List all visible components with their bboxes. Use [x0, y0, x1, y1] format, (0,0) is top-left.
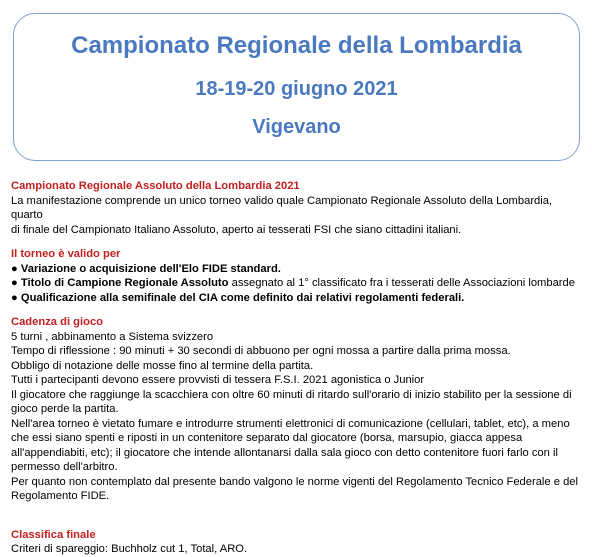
event-dates: 18-19-20 giugno 2021 — [195, 78, 398, 100]
validity-item: ● Titolo di Campione Regionale Assoluto assegnato al 1° classificato fra i tesserati delle Associazioni lombarde — [11, 277, 575, 289]
header-box — [13, 13, 580, 161]
section-heading-final-standings: Classifica finale — [11, 528, 96, 541]
rules-line: Tutti i partecipanti devono essere provvisti di tessera F.S.I. 2021 agonistica o Junior — [11, 374, 425, 386]
rules-line: gioco perde la partita. — [11, 403, 119, 415]
rules-line: all'appendiabiti, etc); il giocatore che intende allontanarsi dalla sala gioco con detto contenitore fuori farlo con il — [11, 446, 558, 459]
validity-item: ● Variazione o acquisizione dell'Elo FIDE standard. — [11, 262, 281, 275]
rules-line: Tempo di riflessione : 90 minuti + 30 secondi di abbuono per ogni mossa a partire dalla prima mossa. — [11, 345, 511, 357]
rules-line: Regolamento FIDE. — [11, 490, 110, 502]
intro-line: di finale del Campionato Italiano Assoluto, aperto ai tesserati FSI che siano cittadini italiani. — [11, 223, 462, 236]
bullet-icon: ● — [11, 291, 18, 304]
section-heading-time-control: Cadenza di gioco — [11, 316, 103, 328]
rules-line: Per quanto non contemplato dal presente bando valgono le norme vigenti del Regolamento Tecnico Federale e del — [11, 475, 579, 488]
rules-line: permesso dell'arbitro. — [11, 461, 118, 473]
rules-line: Nell'area torneo è vietato fumare e introdurre strumenti elettronici di comunicazione (cellulari, tablet, etc), a meno — [11, 417, 570, 430]
event-city: Vigevano — [252, 116, 341, 138]
rules-line: che essi siano spenti e riposti in un contenitore separato dal giocatore (borsa, marsupio, giacca appesa — [11, 432, 523, 444]
tiebreak-line: Criteri di spareggio: Buchholz cut 1, Total, ARO. — [11, 543, 248, 555]
section-heading-validity: Il torneo è valido per — [11, 248, 121, 260]
validity-item: ● Qualificazione alla semifinale del CIA come definito dai relativi regolamenti federali. — [11, 291, 465, 304]
intro-line: La manifestazione comprende un unico torneo valido quale Campionato Regionale Assoluto della Lombardia, quarto — [11, 194, 553, 221]
bullet-icon: ● — [11, 277, 18, 289]
rules-line: Il giocatore che raggiunge la scacchiera con oltre 60 minuti di ritardo sull'orario di inizio stabilito per la sessione di — [11, 388, 572, 401]
rules-line: 5 turni , abbinamento a Sistema svizzero — [11, 330, 214, 343]
section-heading-championship: Campionato Regionale Assoluto della Lombardia 2021 — [11, 180, 300, 192]
announcement-body — [11, 179, 583, 557]
event-title: Campionato Regionale della Lombardia — [71, 32, 522, 59]
bullet-icon: ● — [11, 262, 18, 275]
rules-line: Obbligo di notazione delle mosse fino al termine della partita. — [11, 359, 314, 372]
